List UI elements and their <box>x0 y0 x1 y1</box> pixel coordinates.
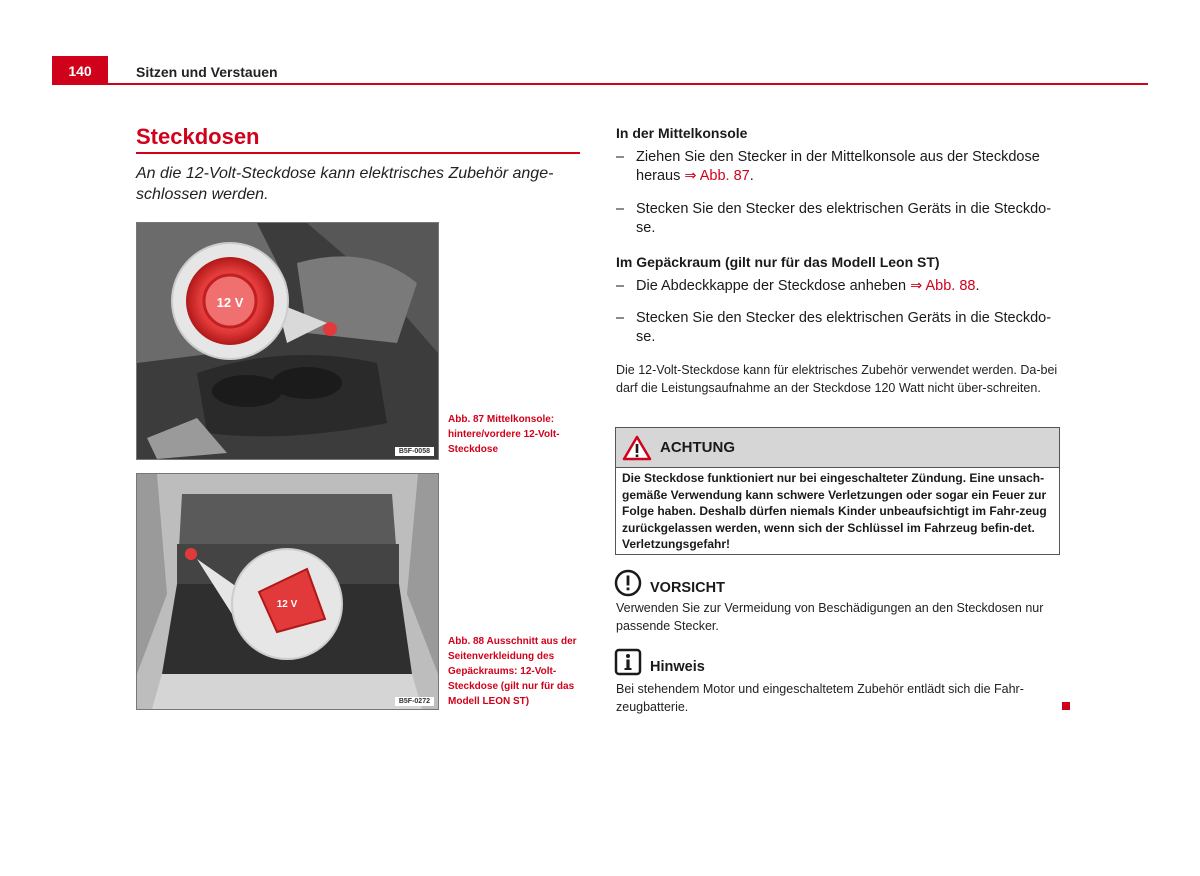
step-dash: – <box>616 149 625 165</box>
step-text: Stecken Sie den Stecker des elektrischen Geräts in die Steckdo-se. <box>636 310 1052 345</box>
note-text: Bei stehendem Motor und eingeschaltetem Zubehör entlädt sich die Fahr-zeugbatterie. <box>616 682 1024 714</box>
caution-circle-icon <box>614 569 642 597</box>
socket-label: 12 V <box>216 295 244 310</box>
warning-header <box>616 428 1059 468</box>
end-of-section-marker <box>1062 702 1070 710</box>
warning-title: ACHTUNG <box>660 439 735 456</box>
instruction-step <box>616 277 1060 296</box>
header-divider <box>52 83 1148 85</box>
step-text: Die Abdeckkappe der Steckdose anheben ⇒ Abb. 88. <box>636 278 980 294</box>
step-text: Stecken Sie den Stecker des elektrischen Geräts in die Steckdo-se. <box>636 201 1052 236</box>
note-title: Hinweis <box>650 659 705 675</box>
caution-text: Verwenden Sie zur Vermeidung von Beschädigungen an den Steckdosen nur passende Stecker. <box>616 601 1044 633</box>
caution-title: VORSICHT <box>650 580 725 596</box>
note-header <box>614 648 705 676</box>
socket-label: 12 V <box>276 599 298 610</box>
subheading-luggage-compartment: Im Gepäckraum (gilt nur für das Modell Leon ST) <box>616 254 940 270</box>
step-text: Ziehen Sie den Stecker in der Mittelkonsole aus der Steckdose heraus ⇒ Abb. 87. <box>636 149 1040 184</box>
subheading-center-console: In der Mittelkonsole <box>616 125 748 141</box>
warning-text: Die Steckdose funktioniert nur bei eingeschalteter Zündung. Eine unsach-gemäße Verwendung kann schwere Verletzungen oder sogar ein Feuer zur Folge haben. Deshalb dürfen niemals Kinder unbeaufsichtigt im Fahr-zeug zurückgelassen werden, wenn sich der Schlüssel im Fahrzeug befin-det. Verletzungsgefahr! <box>622 471 1047 551</box>
chapter-title: Sitzen und Verstauen <box>136 64 278 80</box>
figure-code: B5F-0058 <box>395 447 434 456</box>
instruction-step <box>616 148 1060 186</box>
info-icon <box>614 648 642 676</box>
step-dash: – <box>616 310 625 326</box>
section-intro: An die 12-Volt-Steckdose kann elektrisches Zubehör ange-schlossen werden. <box>136 165 554 203</box>
figure-caption: Abb. 88 Ausschnitt aus der Seitenverkleidung des Gepäckraums: 12-Volt-Steckdose (gilt nur für das Modell LEON ST) <box>448 636 577 707</box>
warning-box <box>615 427 1060 555</box>
luggage-compartment-illustration <box>137 474 438 709</box>
section-divider <box>136 152 580 154</box>
figure-reference-link[interactable]: ⇒ Abb. 87 <box>684 168 750 184</box>
figure-caption: Abb. 87 Mittelkonsole: hintere/vordere 12-Volt-Steckdose <box>448 414 560 455</box>
step-dash: – <box>616 278 625 294</box>
instruction-step <box>616 200 1060 238</box>
figure-code: B5F-0272 <box>395 697 434 706</box>
figure-luggage-compartment <box>136 473 439 710</box>
center-console-illustration <box>137 223 438 459</box>
page-number: 140 <box>52 56 108 85</box>
figure-center-console <box>136 222 439 460</box>
step-dash: – <box>616 201 625 217</box>
instruction-step <box>616 309 1060 347</box>
caution-header <box>614 569 725 597</box>
figure-reference-link[interactable]: ⇒ Abb. 88 <box>910 278 976 294</box>
warning-triangle-icon <box>622 435 652 461</box>
section-title: Steckdosen <box>136 124 260 149</box>
body-paragraph: Die 12-Volt-Steckdose kann für elektrisches Zubehör verwendet werden. Da-bei darf die Leistungsaufnahme an der Steckdose 120 Watt nicht über-schreiten. <box>616 363 1058 395</box>
